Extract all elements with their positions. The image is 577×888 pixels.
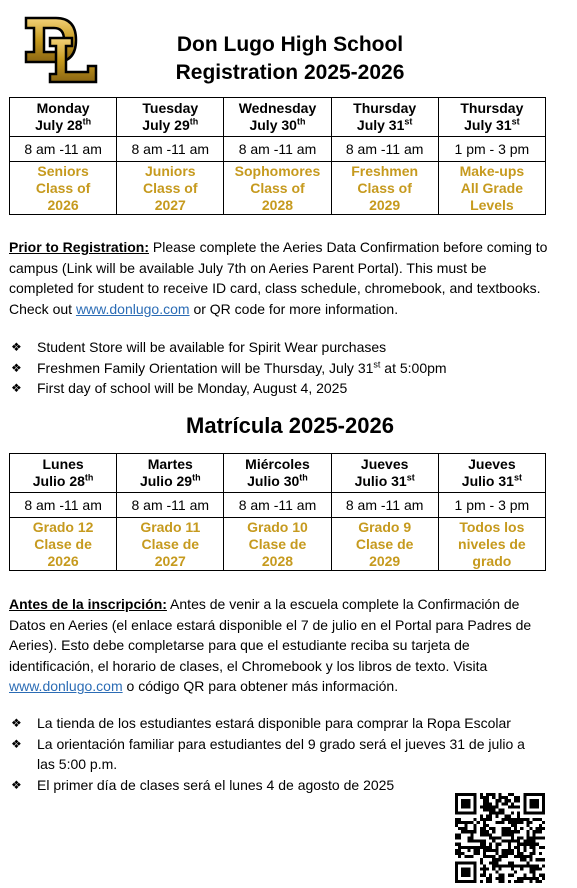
group-cell: Grado 11 Clase de 2027 — [117, 518, 224, 571]
time-cell: 1 pm - 3 pm — [438, 137, 545, 162]
prior-to-registration-paragraph: Prior to Registration: Please complete the Aeries Data Confirmation before coming to campus (Link will be available July 7th on Aeries Parent Portal). This must be completed for student to receive ID card, class schedule, chromebook, and textbooks. Check out www.donlugo.com or QR code for more information. — [9, 239, 548, 317]
list-item: ❖ La tienda de los estudiantes estará disponible para comprar la Ropa Escolar — [9, 713, 529, 734]
time-cell: 8 am -11 am — [224, 137, 331, 162]
time-cell: 8 am -11 am — [10, 493, 117, 518]
time-cell: 8 am -11 am — [224, 493, 331, 518]
group-cell: Sophomores Class of 2028 — [224, 162, 331, 215]
bullet-icon: ❖ — [11, 736, 22, 751]
time-cell: 8 am -11 am — [117, 137, 224, 162]
time-cell: 8 am -11 am — [331, 493, 438, 518]
day-cell: Wednesday July 30th — [224, 98, 331, 137]
day-cell: Thursday July 31st — [438, 98, 545, 137]
group-cell: Seniors Class of 2026 — [10, 162, 117, 215]
list-item: ❖ First day of school will be Monday, August 4, 2025 — [9, 378, 529, 399]
time-cell: 8 am -11 am — [117, 493, 224, 518]
day-cell: Thursday July 31st — [331, 98, 438, 137]
day-cell: Monday July 28th — [10, 98, 117, 137]
table-row — [10, 493, 546, 518]
group-cell: Grado 10 Clase de 2028 — [224, 518, 331, 571]
website-link[interactable]: www.donlugo.com — [75, 300, 190, 317]
group-cell: Todos los niveles de grado — [438, 518, 545, 571]
spanish-title: Matrícula 2025-2026 — [186, 413, 394, 438]
day-cell: Jueves Julio 31st — [331, 454, 438, 493]
table-row — [10, 454, 546, 493]
antes-de-la-inscripcion-paragraph: Antes de la inscripción: Antes de venir a la escuela complete la Confirmación de Datos en Aeries (el enlace estará disponible el 7 de julio en el Portal para Padres de Aeries). Esto debe completarse para que el estudiante reciba su tarjeta de identificación, el horario de clases, el Chromebook y los libros de texto. Visita www.donlugo.com o código QR para obtener más información. — [9, 596, 532, 694]
group-cell: Make-ups All Grade Levels — [438, 162, 545, 215]
time-cell: 8 am -11 am — [331, 137, 438, 162]
school-name: Don Lugo High School — [176, 33, 404, 56]
day-cell: Martes Julio 29th — [117, 454, 224, 493]
bullet-icon: ❖ — [11, 340, 22, 354]
day-cell: Miércoles Julio 30th — [224, 454, 331, 493]
list-item: ❖ Freshmen Family Orientation will be Thursday, July 31st at 5:00pm — [9, 358, 529, 379]
registration-title: Registration 2025-2026 — [175, 61, 405, 84]
registration-schedule-table — [9, 97, 546, 215]
group-cell: Grado 9 Clase de 2029 — [331, 518, 438, 571]
bullet-icon: ❖ — [11, 381, 22, 395]
school-logo — [22, 14, 100, 86]
qr-code[interactable] — [455, 793, 545, 883]
list-item: ❖ La orientación familiar para estudiantes del 9 grado será el jueves 31 de julio a las 5:00 p.m. — [11, 735, 525, 772]
paragraph-heading: Prior to Registration: — [9, 239, 150, 255]
day-cell: Tuesday July 29th — [117, 98, 224, 137]
time-cell: 8 am -11 am — [10, 137, 117, 162]
group-cell: Juniors Class of 2027 — [117, 162, 224, 215]
list-item: ❖ Student Store will be available for Spirit Wear purchases — [9, 337, 529, 358]
english-notes-list — [9, 337, 529, 399]
table-row — [10, 162, 546, 215]
group-cell: Grado 12 Clase de 2026 — [10, 518, 117, 571]
list-item: ❖ El primer día de clases será el lunes 4 de agosto de 2025 — [9, 775, 457, 796]
day-cell: Jueves Julio 31st — [438, 454, 545, 493]
matricula-schedule-table — [9, 453, 546, 571]
day-cell: Lunes Julio 28th — [10, 454, 117, 493]
table-row — [10, 98, 546, 137]
table-row — [10, 137, 546, 162]
spanish-notes-list — [9, 713, 529, 795]
group-cell: Freshmen Class of 2029 — [331, 162, 438, 215]
bullet-icon: ❖ — [11, 360, 22, 375]
time-cell: 1 pm - 3 pm — [438, 493, 545, 518]
website-link[interactable]: www.donlugo.com — [9, 678, 123, 694]
bullet-icon: ❖ — [11, 716, 22, 730]
paragraph-heading: Antes de la inscripción: — [9, 596, 167, 612]
table-row — [10, 518, 546, 571]
bullet-icon: ❖ — [11, 777, 22, 792]
